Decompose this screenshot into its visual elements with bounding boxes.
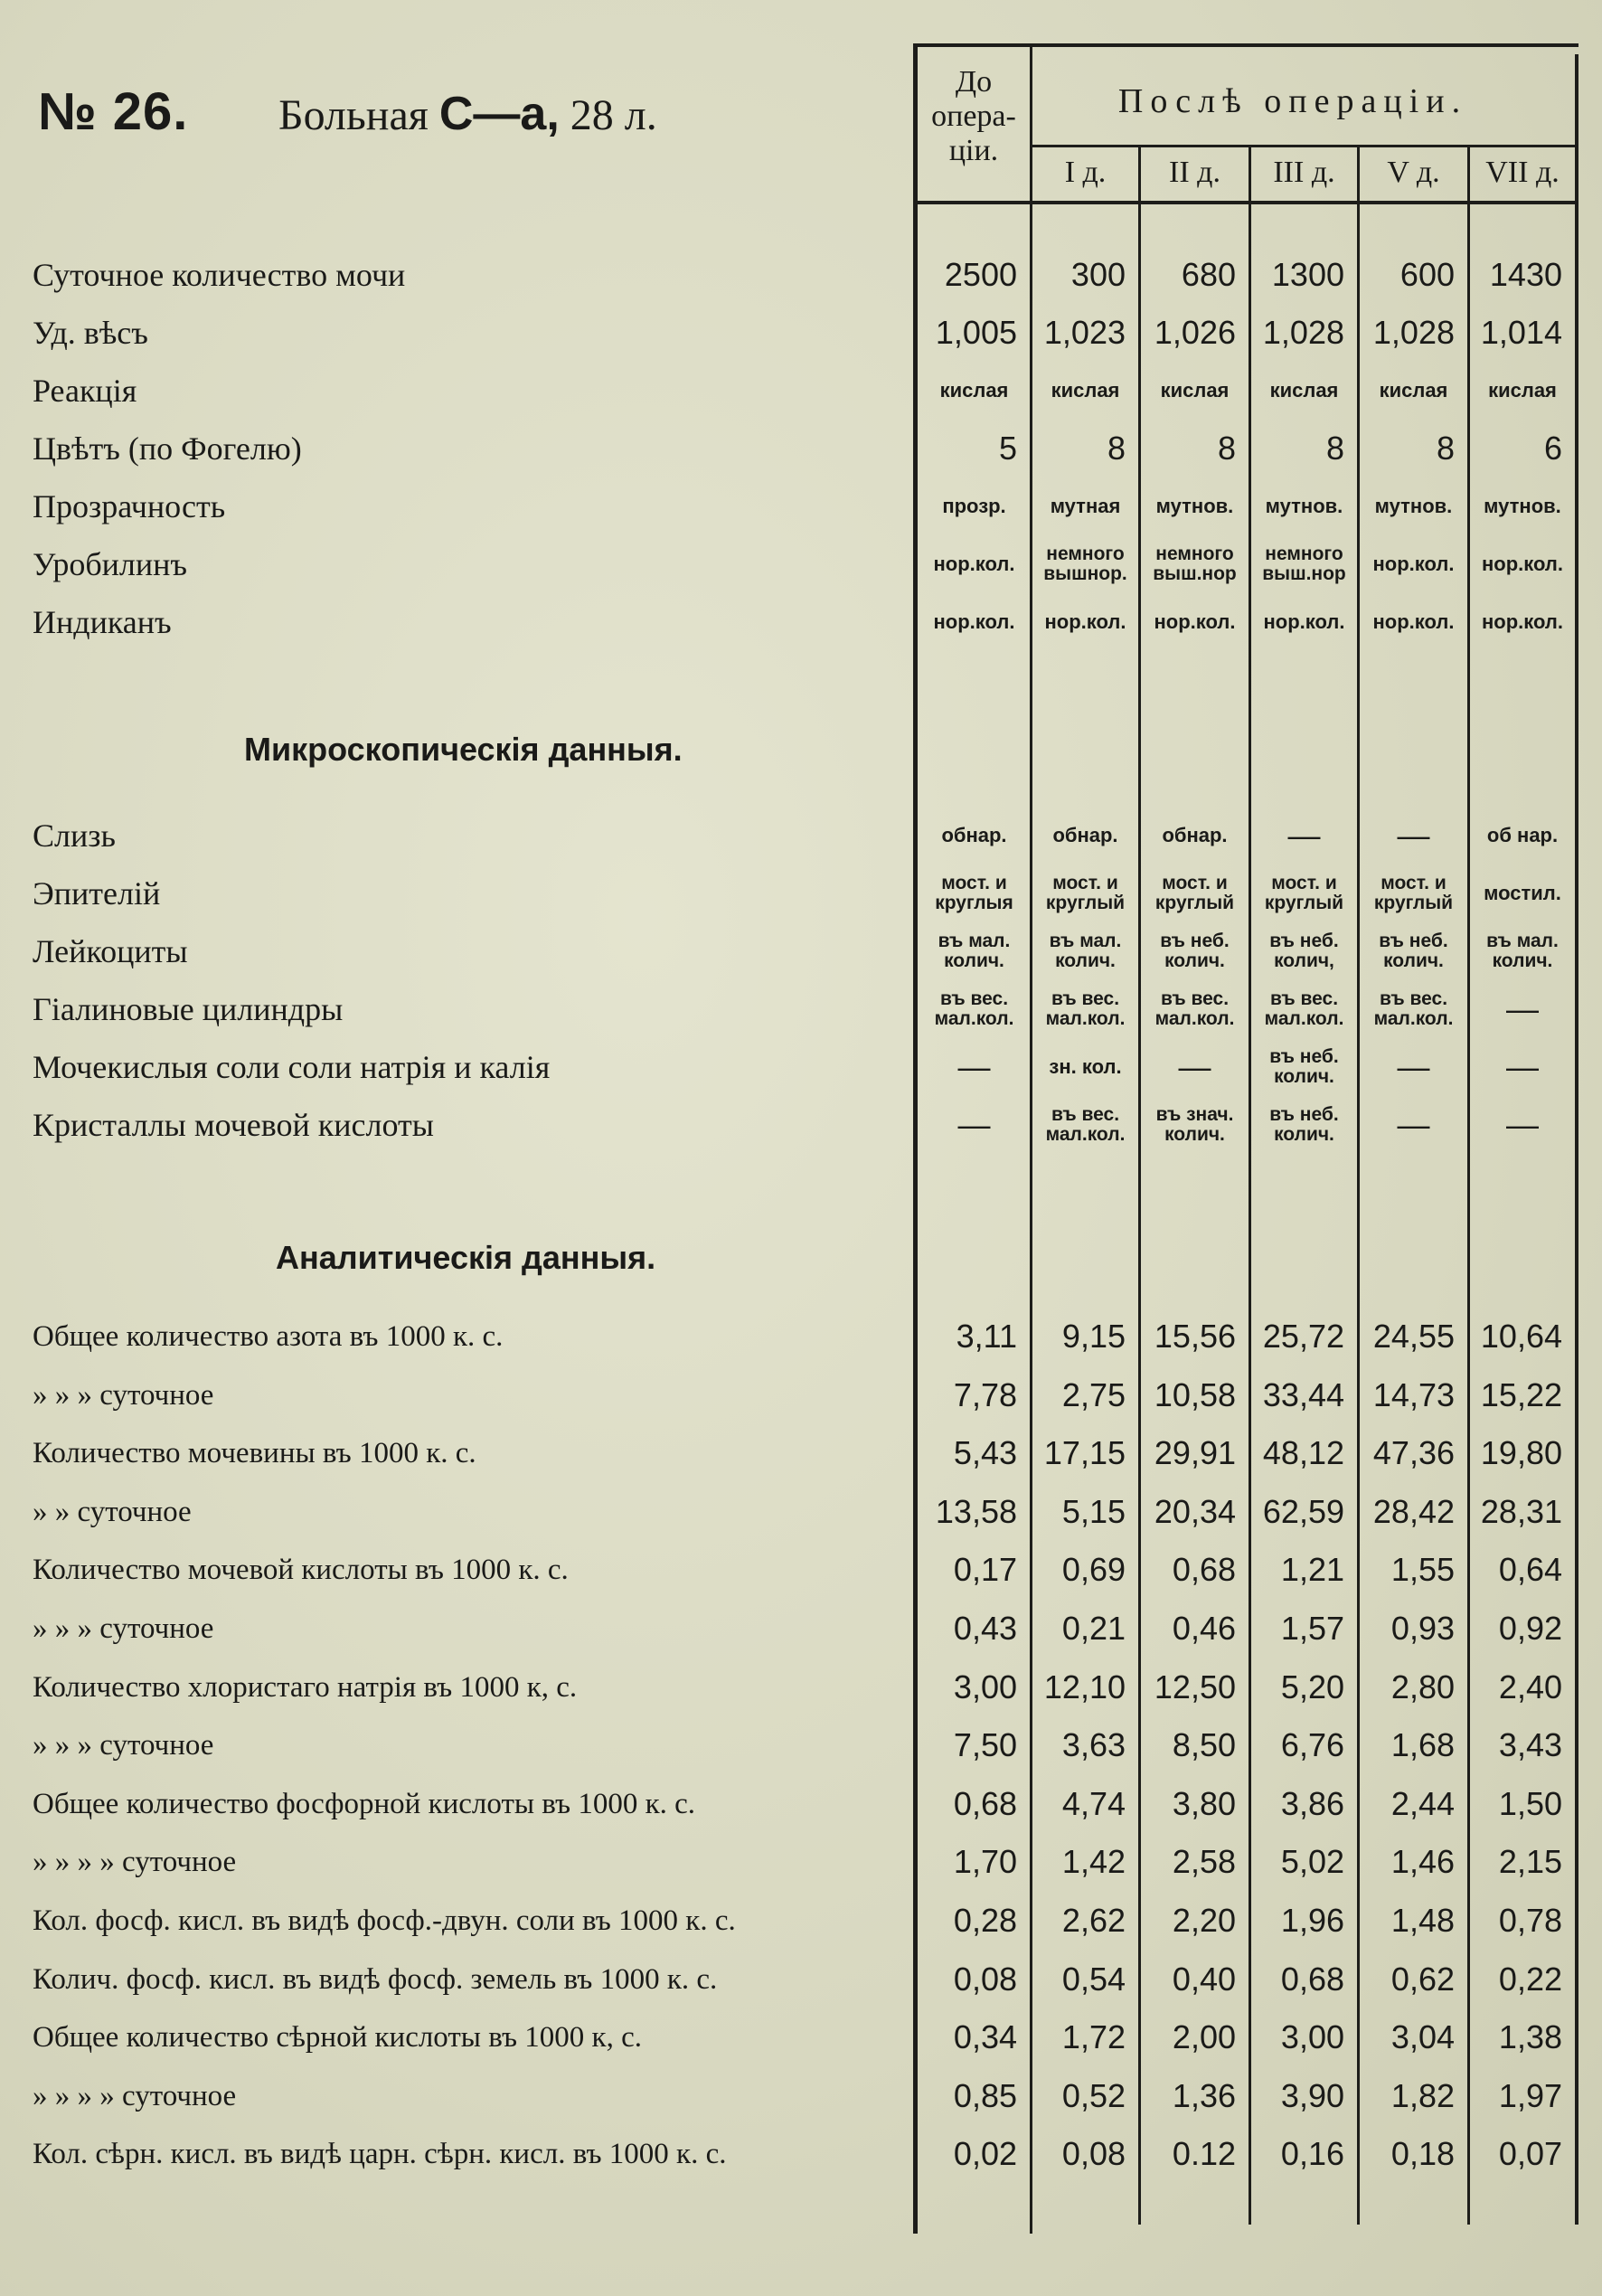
before-operation-header: До опера- ціи. [931,65,1016,167]
table-cell: 0,62 [1390,1960,1455,1998]
table-cell: 2,58 [1172,1843,1236,1881]
table-cell: 0.12 [1172,2135,1236,2173]
table-cell: 0,40 [1172,1960,1236,1998]
table-row [0,246,1602,304]
row-label: Общее количество фосфорной кислоты въ 1000 к. с. [33,1787,696,1820]
row-label: Уд. вѣсъ [33,315,148,351]
row-label: » » » » суточное [33,2079,237,2112]
table-cell: кислая [1379,379,1448,402]
table-cell: 0,68 [953,1784,1017,1822]
table-row [0,1600,1602,1658]
table-cell: 0,18 [1390,2135,1455,2173]
day-header: V д. [1387,156,1440,189]
table-cell: мостил. [1484,882,1561,904]
table-cell: 0,17 [953,1551,1017,1589]
table-cell: кислая [1051,379,1120,402]
table-cell: — [1506,1106,1539,1143]
table-cell: въ неб. колич. [1379,931,1448,971]
table-cell: 13,58 [935,1492,1017,1530]
table-cell: 600 [1399,256,1455,293]
table-cell: нор.кол. [1372,610,1455,633]
table-cell: 3,80 [1172,1784,1236,1822]
table-cell: 7,50 [953,1726,1017,1764]
table-cell: мост. и круглый [1154,873,1235,913]
table-cell: 1,55 [1390,1551,1455,1589]
table-cell: 0,92 [1498,1610,1562,1647]
table-cell: 2500 [944,256,1017,293]
table-cell: обнар. [1162,824,1228,846]
row-label: Прозрачность [33,488,226,524]
table-cell: 8 [1217,430,1236,467]
table-cell: кислая [1160,379,1230,402]
table-cell: 47,36 [1372,1434,1455,1472]
table-cell: немного выш.нор [1262,543,1346,584]
table-cell: 8 [1325,430,1344,467]
table-cell: 1,50 [1498,1784,1562,1822]
table-cell: 48,12 [1262,1434,1344,1472]
table-cell: въ неб. колич. [1269,1104,1339,1145]
table-cell: 5 [998,430,1017,467]
table-cell: въ вес. мал.кол. [1154,988,1235,1029]
table-cell: въ вес. мал.кол. [1373,988,1454,1029]
table-cell: 15,22 [1480,1375,1562,1413]
table-cell: — [1397,1048,1430,1085]
table-cell: мутнов. [1374,495,1453,517]
table-cell: 1,48 [1390,1902,1455,1939]
table-cell: 1,21 [1280,1551,1344,1589]
table-cell: въ знач. колич. [1155,1104,1234,1145]
table-cell: 33,44 [1262,1375,1344,1413]
table-cell: 0,08 [1061,2135,1126,2173]
table-row [0,1951,1602,2008]
patient-age: 28 л. [570,91,657,139]
table-top-border [913,43,1578,47]
table-cell: 0,21 [1061,1610,1126,1647]
table-cell: въ мал. колич. [1049,931,1122,971]
row-label: Общее количество сѣрной кислоты въ 1000 к, с. [33,2021,642,2055]
table-cell: 62,59 [1262,1492,1344,1530]
analytic-section-title: Аналитическія данныя. [276,1239,656,1276]
table-cell: 1,46 [1390,1843,1455,1881]
table-cell: 0,28 [953,1902,1017,1939]
table-cell: — [1178,1048,1211,1085]
row-label: Индиканъ [33,604,172,640]
table-cell: 1,38 [1498,2018,1562,2056]
table-cell: 0,07 [1498,2135,1562,2173]
table-cell: кислая [939,379,1009,402]
row-label: Количество мочевой кислоты въ 1000 к. с. [33,1554,569,1587]
row-label: Реакція [33,373,137,409]
table-cell: мутная [1050,495,1121,517]
table-cell: 0,54 [1061,1960,1126,1998]
table-row [0,2125,1602,2183]
table-cell: 0,08 [953,1960,1017,1998]
table-cell: 7,78 [953,1375,1017,1413]
row-label: » » » суточное [33,1729,214,1762]
table-cell: 2,15 [1498,1843,1562,1881]
table-cell: обнар. [941,824,1007,846]
table-cell: 8 [1436,430,1455,467]
table-cell: 1,97 [1498,2076,1562,2114]
table-cell: въ мал. колич. [1486,931,1559,971]
table-cell: 0,52 [1061,2076,1126,2114]
table-cell: 3,11 [956,1318,1017,1355]
table-cell: 0,93 [1390,1610,1455,1647]
row-label: Эпителій [33,875,161,912]
table-cell: 1,42 [1061,1843,1126,1881]
table-cell: 1,014 [1480,314,1562,351]
row-label: Мочекислыя соли соли натрія и калія [33,1049,551,1085]
table-cell: 1,82 [1390,2076,1455,2114]
day-header: II д. [1169,156,1220,189]
row-label: » » » суточное [33,1378,214,1412]
table-cell: 2,00 [1172,2018,1236,2056]
table-cell: мутнов. [1265,495,1343,517]
row-label: Кол. сѣрн. кисл. въ видѣ царн. сѣрн. кисл. въ 1000 к. с. [33,2138,727,2171]
table-cell: 10,58 [1154,1375,1236,1413]
table-cell: 0,85 [953,2076,1017,2114]
table-row [0,304,1602,362]
table-cell: 3,63 [1061,1726,1126,1764]
table-cell: 17,15 [1043,1434,1126,1472]
table-cell: — [1397,1106,1430,1143]
table-cell: 1,72 [1061,2018,1126,2056]
table-cell: въ неб. колич. [1269,1046,1339,1087]
table-row [0,2067,1602,2125]
table-cell: 3,90 [1280,2076,1344,2114]
table-cell: 15,56 [1154,1318,1236,1355]
table-row [0,1424,1602,1482]
table-cell: 24,55 [1372,1318,1455,1355]
table-row [0,1541,1602,1599]
table-cell: 1,36 [1172,2076,1236,2114]
table-row [0,535,1602,593]
row-label: Уробилинъ [33,546,188,582]
day-header: I д. [1064,156,1107,189]
table-cell: 8,50 [1172,1726,1236,1764]
table-cell: мост. и круглый [1373,873,1454,913]
table-cell: обнар. [1052,824,1118,846]
table-cell: нор.кол. [933,610,1015,633]
table-row [0,807,1602,865]
row-label: Кристаллы мочевой кислоты [33,1107,434,1143]
table-cell: 0,68 [1172,1551,1236,1589]
table-cell: 0,64 [1498,1551,1562,1589]
row-label: » » » » суточное [33,1846,237,1879]
table-row [0,1716,1602,1774]
table-cell: — [1506,1048,1539,1085]
after-operation-header: Послѣ операціи. [1117,82,1468,120]
table-cell: мутнов. [1155,495,1234,517]
table-cell: — [957,1106,991,1143]
table-cell: 1,026 [1154,314,1236,351]
table-cell: 0,34 [953,2018,1017,2056]
row-label: » » суточное [33,1495,192,1528]
micro-section-title: Микроскопическія данныя. [244,731,683,768]
table-cell: 25,72 [1262,1318,1344,1355]
table-cell: 1,028 [1372,314,1455,351]
table-row [0,1096,1602,1154]
table-cell: 1,68 [1390,1726,1455,1764]
table-cell: нор.кол. [1263,610,1345,633]
table-row [0,1775,1602,1833]
table-cell: 14,73 [1372,1375,1455,1413]
table-cell: 5,15 [1061,1492,1126,1530]
table-cell: нор.кол. [1372,553,1455,575]
table-row [0,865,1602,922]
table-number: № 26. [38,82,189,141]
table-cell: мост. и круглыя [935,873,1013,913]
row-label: Лейкоциты [33,933,188,969]
row-label: Цвѣтъ (по Фогелю) [33,430,302,467]
table-cell: 9,15 [1061,1318,1126,1355]
table-cell: въ вес. мал.кол. [1045,1104,1126,1145]
table-cell: немного выш.нор [1153,543,1237,584]
table-cell: немного вышнор. [1043,543,1127,584]
table-cell: 680 [1181,256,1236,293]
table-cell: 300 [1070,256,1126,293]
day-header: III д. [1273,156,1335,189]
table-row [0,420,1602,477]
table-cell: 2,62 [1061,1902,1126,1939]
table-row [0,477,1602,535]
table-cell: 10,64 [1480,1318,1562,1355]
table-cell: 20,34 [1154,1492,1236,1530]
table-cell: 5,43 [953,1434,1017,1472]
table-cell: 4,74 [1061,1784,1126,1822]
table-cell: въ вес. мал.кол. [934,988,1014,1029]
table-cell: нор.кол. [933,553,1015,575]
table-row [0,1483,1602,1541]
table-row [0,1308,1602,1365]
row-label: Слизь [33,817,116,854]
table-cell: 0,16 [1280,2135,1344,2173]
table-cell: 3,04 [1390,2018,1455,2056]
table-cell: мост. и круглый [1264,873,1344,913]
row-label: Кол. фосф. кисл. въ видѣ фосф.-двун. соли въ 1000 к. с. [33,1904,736,1937]
table-cell: 0,68 [1280,1960,1344,1998]
table-cell: нор.кол. [1482,610,1563,633]
table-cell: въ вес. мал.кол. [1264,988,1344,1029]
table-cell: 19,80 [1480,1434,1562,1472]
row-label: » » » суточное [33,1612,214,1645]
table-cell: 0,46 [1172,1610,1236,1647]
table-cell: 2,80 [1390,1668,1455,1705]
table-cell: 0,22 [1498,1960,1562,1998]
table-cell: 29,91 [1154,1434,1236,1472]
table-row [0,362,1602,420]
table-cell: — [1397,817,1430,854]
table-cell: 28,42 [1372,1492,1455,1530]
table-cell: 1,028 [1262,314,1344,351]
table-cell: 1,96 [1280,1902,1344,1939]
table-cell: въ вес. мал.кол. [1045,988,1126,1029]
table-cell: 12,50 [1154,1668,1236,1705]
table-cell: 3,86 [1280,1784,1344,1822]
table-cell: 28,31 [1480,1492,1562,1530]
table-cell: — [957,1048,991,1085]
row-label: Количество мочевины въ 1000 к. с. [33,1437,476,1470]
table-cell: кислая [1269,379,1339,402]
table-cell: 0,78 [1498,1902,1562,1939]
table-cell: 1,005 [935,314,1017,351]
row-label: Количество хлористаго натрія въ 1000 к, с. [33,1670,578,1704]
table-cell: въ мал. колич. [938,931,1011,971]
table-cell: нор.кол. [1154,610,1236,633]
table-cell: 3,43 [1498,1726,1562,1764]
table-row [0,1366,1602,1424]
table-row [0,1833,1602,1891]
table-cell: 12,10 [1043,1668,1126,1705]
table-cell: прозр. [942,495,1006,517]
table-cell: 3,00 [1280,2018,1344,2056]
table-cell: нор.кол. [1482,553,1563,575]
table-cell: — [1506,990,1539,1027]
table-cell: 5,02 [1280,1843,1344,1881]
table-cell: 2,44 [1390,1784,1455,1822]
table-row [0,593,1602,651]
table-cell: 2,75 [1061,1375,1126,1413]
table-cell: 2,40 [1498,1668,1562,1705]
table-cell: 6 [1543,430,1562,467]
table-cell: мост. и круглый [1045,873,1126,913]
table-cell: кислая [1488,379,1557,402]
table-cell: въ неб. колич. [1160,931,1230,971]
table-cell: — [1287,817,1321,854]
table-cell: 8 [1107,430,1126,467]
table-cell: 1300 [1271,256,1344,293]
row-label: Колич. фосф. кисл. въ видѣ фосф. земель въ 1000 к. с. [33,1962,718,1996]
subheader-rule [1030,145,1577,147]
table-cell: 1,023 [1043,314,1126,351]
table-row [0,980,1602,1038]
day-header: VII д. [1485,156,1560,189]
table-row [0,1892,1602,1950]
patient-initial: С—а, [438,88,560,140]
row-label: Гіалиновые цилиндры [33,991,344,1027]
table-cell: 0,02 [953,2135,1017,2173]
table-cell: зн. кол. [1049,1055,1122,1078]
row-label: Общее количество азота въ 1000 к. с. [33,1320,504,1353]
table-cell: 1,70 [953,1843,1017,1881]
table-cell: 1,57 [1280,1610,1344,1647]
patient-heading [278,87,657,141]
table-cell: въ неб. колич, [1269,931,1339,971]
table-cell: 6,76 [1280,1726,1344,1764]
table-row [0,1658,1602,1716]
table-cell: 2,20 [1172,1902,1236,1939]
table-cell: нор.кол. [1044,610,1126,633]
row-label: Суточное количество мочи [33,257,406,293]
header-bottom-rule [913,201,1578,204]
table-cell: 0,43 [953,1610,1017,1647]
table-cell: об нар. [1486,824,1559,846]
table-cell: 0,69 [1061,1551,1126,1589]
table-row [0,1038,1602,1096]
table-cell: 1430 [1489,256,1562,293]
table-cell: мутнов. [1484,495,1561,517]
patient-prefix: Больная [278,91,429,139]
table-cell: 3,00 [953,1668,1017,1705]
table-cell: 5,20 [1280,1668,1344,1705]
table-row [0,2008,1602,2066]
table-row [0,922,1602,980]
